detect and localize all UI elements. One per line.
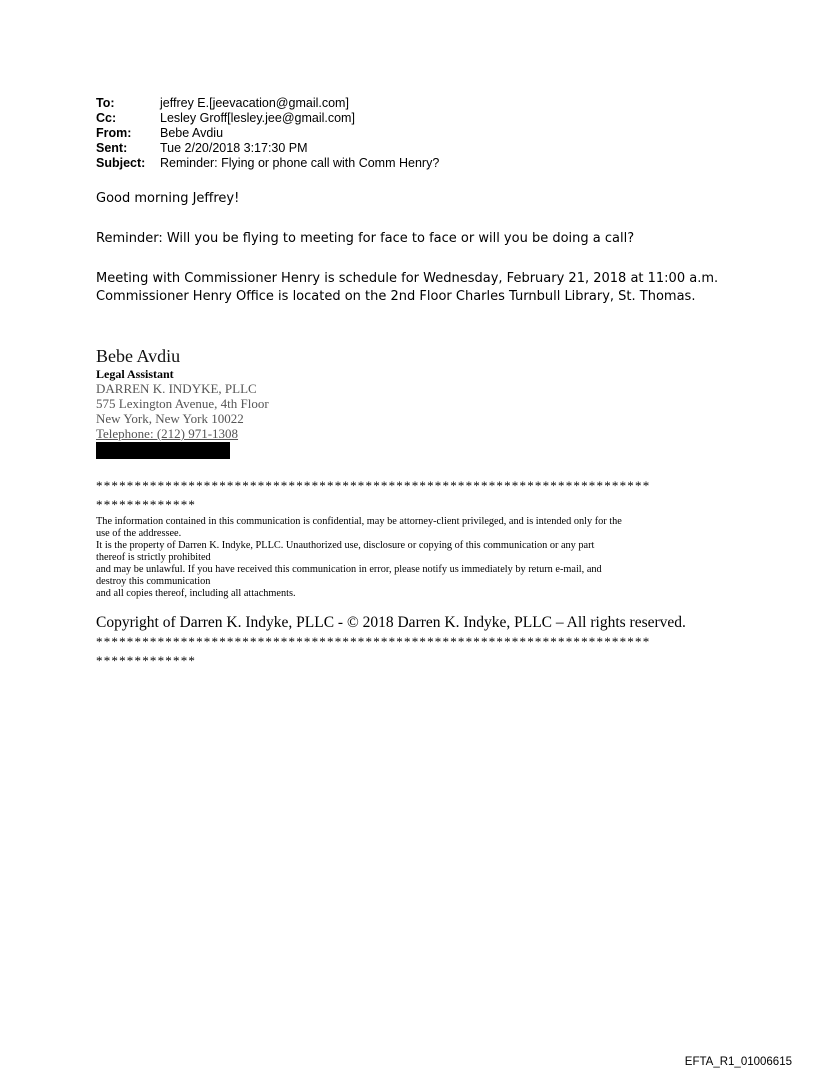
cc-label: Cc: <box>96 111 117 125</box>
disclaimer-star-divider-bottom: ************************************************************************ <box>96 634 651 649</box>
meeting-details-line: Meeting with Commissioner Henry is schedule for Wednesday, February 21, 2018 at 11:00 a.m. <box>96 271 719 286</box>
subject-label: Subject: <box>96 156 146 170</box>
signature-address-line1: 575 Lexington Avenue, 4th Floor <box>96 396 269 411</box>
sent-row <box>96 141 439 156</box>
disclaimer-star-divider-top: ************************************************************************ <box>96 478 651 493</box>
disclaimer-line: and all copies thereof, including all attachments. <box>96 588 296 599</box>
signature-name: Bebe Avdiu <box>96 346 181 366</box>
document-id: EFTA_R1_01006615 <box>684 1056 792 1068</box>
disclaimer-line: thereof is strictly prohibited <box>96 552 211 563</box>
signature-title: Legal Assistant <box>96 367 174 381</box>
disclaimer-line: and may be unlawful. If you have received this communication in error, please notify us immediately by return e-mail, and <box>96 564 602 575</box>
disclaimer-star-divider-top-continued: ************* <box>96 497 197 512</box>
to-label: To: <box>96 96 115 110</box>
signature-address-line2: New York, New York 10022 <box>96 411 244 426</box>
meeting-location-line: Commissioner Henry Office is located on the 2nd Floor Charles Turnbull Library, St. Thomas. <box>96 289 696 304</box>
copyright-notice: Copyright of Darren K. Indyke, PLLC - © 2018 Darren K. Indyke, PLLC – All rights reserved. <box>96 614 686 631</box>
to-value: jeffrey E.[jeevacation@gmail.com] <box>160 96 349 110</box>
subject-value: Reminder: Flying or phone call with Comm Henry? <box>160 156 440 170</box>
signature-phone: Telephone: (212) 971-1308 <box>96 426 239 441</box>
cc-value: Lesley Groff[lesley.jee@gmail.com] <box>160 111 355 125</box>
signature-firm: DARREN K. INDYKE, PLLC <box>96 381 257 396</box>
disclaimer-line: The information contained in this communication is confidential, may be attorney-client privileged, and is intended only for the <box>96 516 622 527</box>
subject-row <box>96 156 439 171</box>
email-headers <box>96 96 439 171</box>
reminder-text: Reminder: Will you be flying to meeting for face to face or will you be doing a call? <box>96 231 635 246</box>
to-row <box>96 96 439 111</box>
disclaimer-line: destroy this communication <box>96 576 211 587</box>
cc-row <box>96 111 439 126</box>
redaction-bar <box>96 442 230 459</box>
disclaimer-line: use of the addressee. <box>96 528 182 539</box>
disclaimer-line: It is the property of Darren K. Indyke, PLLC. Unauthorized use, disclosure or copying of this communication or any part <box>96 540 595 551</box>
from-row <box>96 126 439 141</box>
from-label: From: <box>96 126 132 140</box>
greeting-text: Good morning Jeffrey! <box>96 191 240 206</box>
from-value: Bebe Avdiu <box>160 126 224 140</box>
confidentiality-disclaimer <box>96 516 726 600</box>
sent-value: Tue 2/20/2018 3:17:30 PM <box>160 141 308 155</box>
signature-block <box>96 346 269 459</box>
sent-label: Sent: <box>96 141 128 155</box>
disclaimer-star-divider-bottom-continued: ************* <box>96 653 197 668</box>
